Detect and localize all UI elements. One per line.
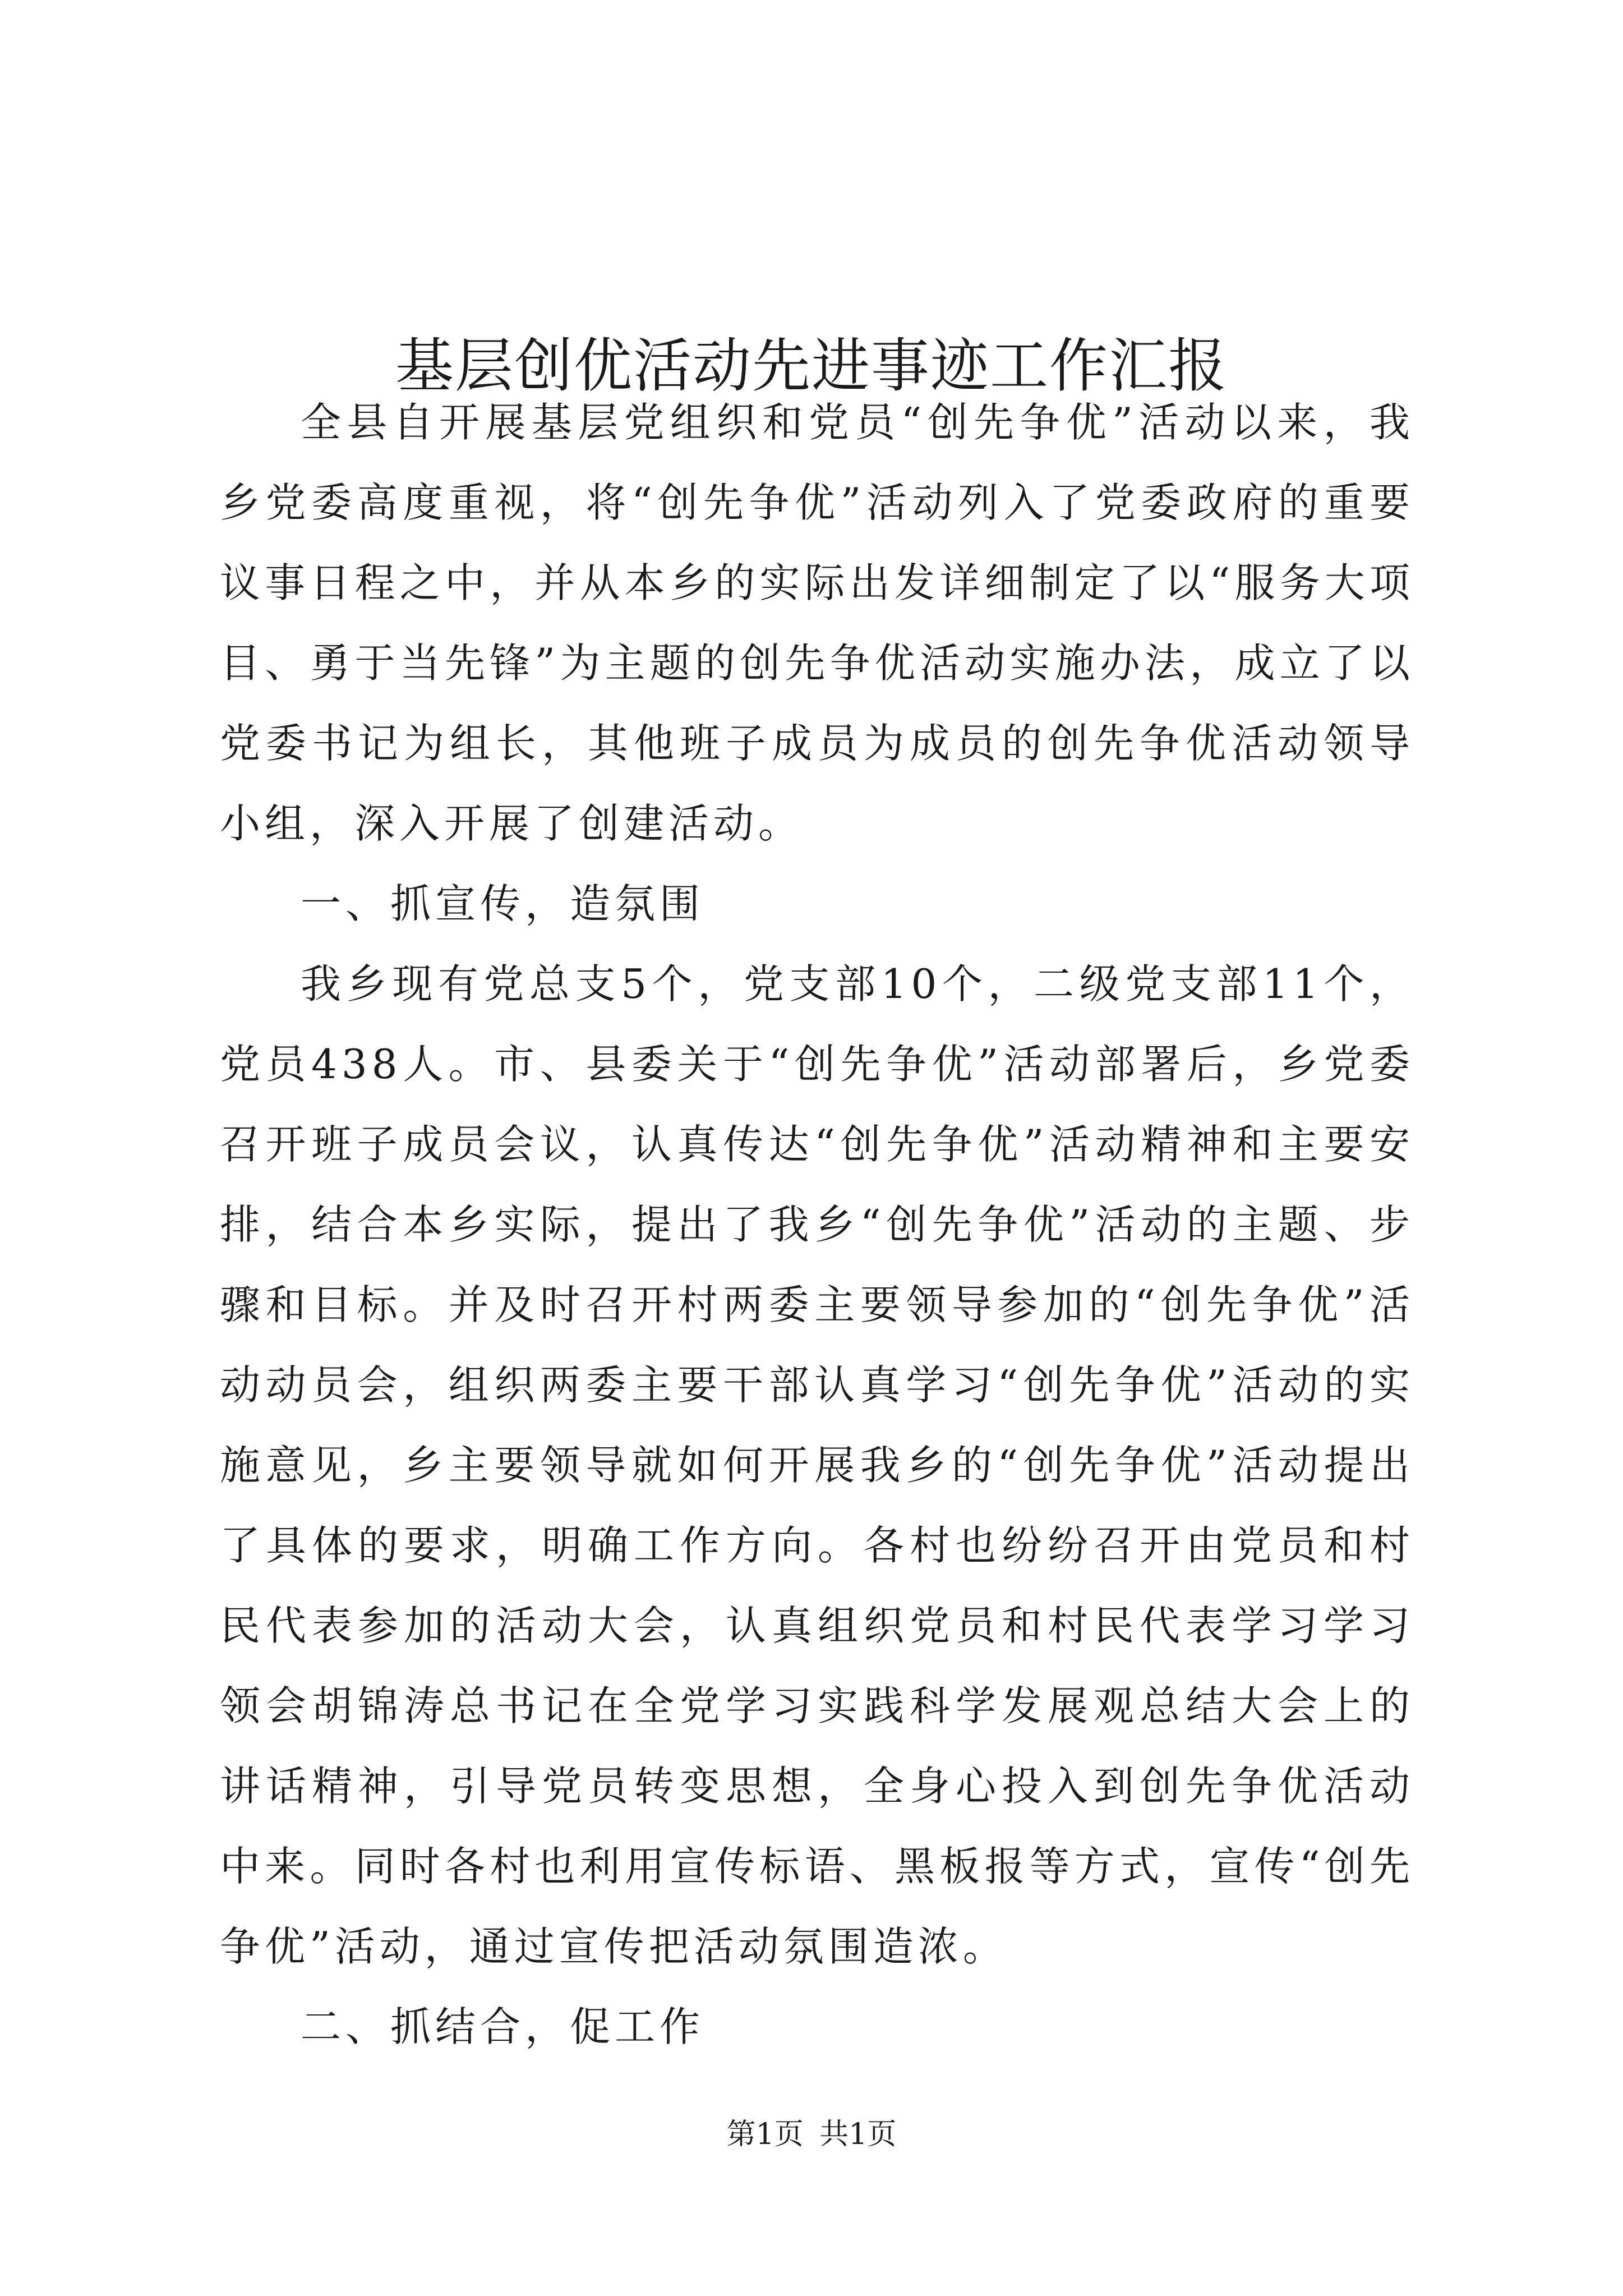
page-footer: [0, 2115, 1623, 2154]
body-paragraph-intro: 全县自开展基层党组织和党员“创先争优”活动以来，我乡党委高度重视，将“创先争优”活动列入了党委政府的重要议事日程之中，并从本乡的实际出发详细制定了以“服务大项目、勇于当先锋”为主题的创先争优活动实施办法，成立了以党委书记为组长，其他班子成员为成员的创先争优活动领导小组，深入开展了创建活动。: [220, 399, 1414, 847]
page-total: 共1页: [819, 2118, 897, 2151]
section-heading-1: 一、抓宣传，造氛围: [301, 880, 705, 927]
body-paragraph-section-1: 我乡现有党总支5个，党支部10个，二级党支部11个，党员438人。市、县委关于“创先争优”活动部署后，乡党委召开班子成员会议，认真传达“创先争优”活动精神和主要安排，结合本乡实际，提出了我乡“创先争优”活动的主题、步骤和目标。并及时召开村两委主要领导参加的“创先争优”活动动员会，组织两委主要干部认真学习“创先争优”活动的实施意见，乡主要领导就如何开展我乡的“创先争优”活动提出了具体的要求，明确工作方向。各村也纷纷召开由党员和村民代表参加的活动大会，认真组织党员和村民代表学习学习领会胡锦涛总书记在全党学习实践科学发展观总结大会上的讲话精神，引导党员转变思想，全身心投入到创先争优活动中来。同时各村也利用宣传标语、黑板报等方式，宣传“创先争优”活动，通过宣传把活动氛围造浓。: [220, 960, 1414, 1970]
document-body: [220, 383, 1414, 2067]
page-number: 第1页: [726, 2118, 804, 2151]
section-heading-2: 二、抓结合，促工作: [301, 2003, 705, 2050]
document-title: 基层创优活动先进事迹工作汇报: [395, 331, 1228, 400]
